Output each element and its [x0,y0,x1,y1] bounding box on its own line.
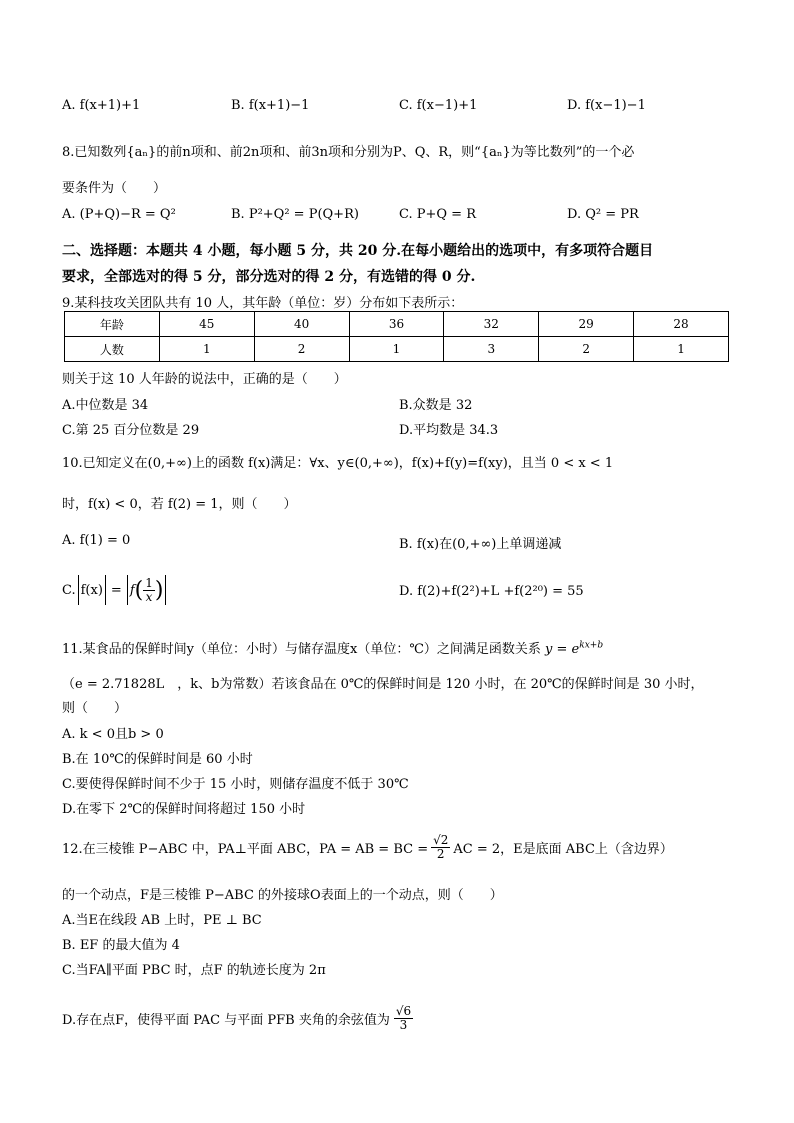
q12-option-d [62,1005,413,1031]
table-cell: 36 [349,312,444,337]
abs-bar-right2 [165,575,166,605]
q8-stem-line1: 8.已知数列{aₙ}的前n项和、前2n项和、前3n项和分别为P、Q、R，则“{aₙ}为等比数列”的一个必 [62,145,635,160]
q12-option-d-text: D.存在点F，使得平面 PAC 与平面 PFB 夹角的余弦值为 [62,1012,390,1028]
q8-option-a: A. (P+Q)−R = Q² [62,207,176,222]
table-cell: 32 [444,312,539,337]
q11-formula: y = e [545,642,580,657]
q12-option-d-fraction [394,1005,413,1031]
q12-stem-line1 [62,834,673,860]
q8-option-d: D. Q² = PR [567,207,639,222]
table-header-age: 年龄 [65,312,160,337]
q7-option-b: B. f(x+1)−1 [231,98,310,113]
q9-option-a: A.中位数是 34 [62,398,149,413]
q12-stem-line2: 的一个动点，F是三棱锥 P−ABC 的外接球O表面上的一个动点，则（ ） [62,888,503,903]
q11-option-d: D.在零下 2℃的保鲜时间将超过 150 小时 [62,802,306,817]
table-row-count [65,337,729,362]
paren-close: ) [154,577,164,603]
age-distribution-table [64,311,729,362]
table-cell: 40 [254,312,349,337]
fraction-denominator: x [145,589,153,604]
q8-option-b: B. P²+Q² = P(Q+R) [231,207,359,222]
q10-option-c-f: f [129,582,135,598]
q10-option-b: B. f(x)在(0,+∞)上单调递减 [399,537,562,552]
q10-option-a: A. f(1) = 0 [62,533,131,548]
q11-option-a: A. k < 0且b > 0 [62,727,164,742]
q9-option-c: C.第 25 百分位数是 29 [62,423,200,438]
q11-stem-text: 11.某食品的保鲜时间y（单位：小时）与储存温度x（单位：℃）之间满足函数关系 [62,642,541,657]
q11-option-c: C.要使得保鲜时间不少于 15 小时，则储存温度不低于 30℃ [62,777,409,792]
table-row-age [65,312,729,337]
table-cell: 1 [349,337,444,362]
q10-stem-line1: 10.已知定义在(0,+∞)上的函数 f(x)满足：∀x、y∈(0,+∞)，f(x)+f(y)=f(xy)，且当 0 < x < 1 [62,456,614,471]
q11-option-b: B.在 10℃的保鲜时间是 60 小时 [62,752,253,767]
q11-stem-line1 [62,638,603,657]
table-header-count: 人数 [65,337,160,362]
q11-formula-exponent: kx+b [579,640,604,651]
table-cell: 2 [254,337,349,362]
q9-stem: 9.某科技攻关团队共有 10 人，其年龄（单位：岁）分布如下表所示： [62,296,464,311]
section2-header-line1: 二、选择题：本题共 4 小题，每小题 5 分，共 20 分.在每小题给出的选项中，有多项符合题目 [62,243,654,259]
q12-option-a: A.当E在线段 AB 上时，PE ⊥ BC [62,913,262,928]
abs-bar-right [105,575,106,605]
q10-option-c-eq: = [110,582,122,598]
q12-option-c: C.当FA∥平面 PBC 时，点F 的轨迹长度为 2π [62,963,326,978]
abs-bar-left2 [127,575,128,605]
table-cell: 28 [634,312,729,337]
abs-bar-left [78,575,79,605]
q10-stem-line2: 时，f(x) < 0，若 f(2) = 1，则（ ） [62,497,297,512]
table-cell: 2 [539,337,634,362]
fraction-denominator: 3 [399,1017,408,1032]
fraction-numerator: √2 [433,833,449,847]
q10-option-c [62,575,168,605]
section2-header-line2: 要求，全部选对的得 5 分，部分选对的得 2 分，有选错的得 0 分. [62,269,476,285]
q7-option-d: D. f(x−1)−1 [567,98,646,113]
fraction-numerator: √6 [395,1004,412,1018]
paren-open: ( [134,577,144,603]
fraction-numerator: 1 [145,575,153,590]
q9-option-d: D.平均数是 34.3 [399,423,499,438]
q11-stem-line3: 则（ ） [62,701,128,716]
fraction-denominator: 2 [436,846,445,861]
table-cell: 29 [539,312,634,337]
table-cell: 1 [634,337,729,362]
q10-option-c-label: C. [62,582,76,598]
q12-stem-b: AC = 2，E是底面 ABC上（含边界） [453,841,673,857]
q9-option-b: B.众数是 32 [399,398,473,413]
q7-option-c: C. f(x−1)+1 [399,98,478,113]
q8-option-c: C. P+Q = R [399,207,476,222]
table-cell: 45 [159,312,254,337]
q11-stem-line2: （e = 2.71828L ，k、b为常数）若该食品在 0℃的保鲜时间是 120 小时，在 20℃的保鲜时间是 30 小时， [62,677,704,692]
q10-option-c-fraction [143,577,155,603]
q9-question: 则关于这 10 人年龄的说法中，正确的是（ ） [62,372,347,387]
table-cell: 3 [444,337,539,362]
q12-fraction [431,834,450,860]
q12-option-b: B. EF 的最大值为 4 [62,938,180,953]
q10-option-d: D. f(2)+f(2²)+L +f(2²⁰) = 55 [399,584,584,599]
q10-option-c-left: f(x) [80,582,103,598]
q7-option-a: A. f(x+1)+1 [62,98,141,113]
table-cell: 1 [159,337,254,362]
q12-stem-a: 12.在三棱锥 P−ABC 中，PA⊥平面 ABC，PA = AB = BC = [62,841,429,857]
q8-stem-line2: 要条件为（ ） [62,181,167,196]
